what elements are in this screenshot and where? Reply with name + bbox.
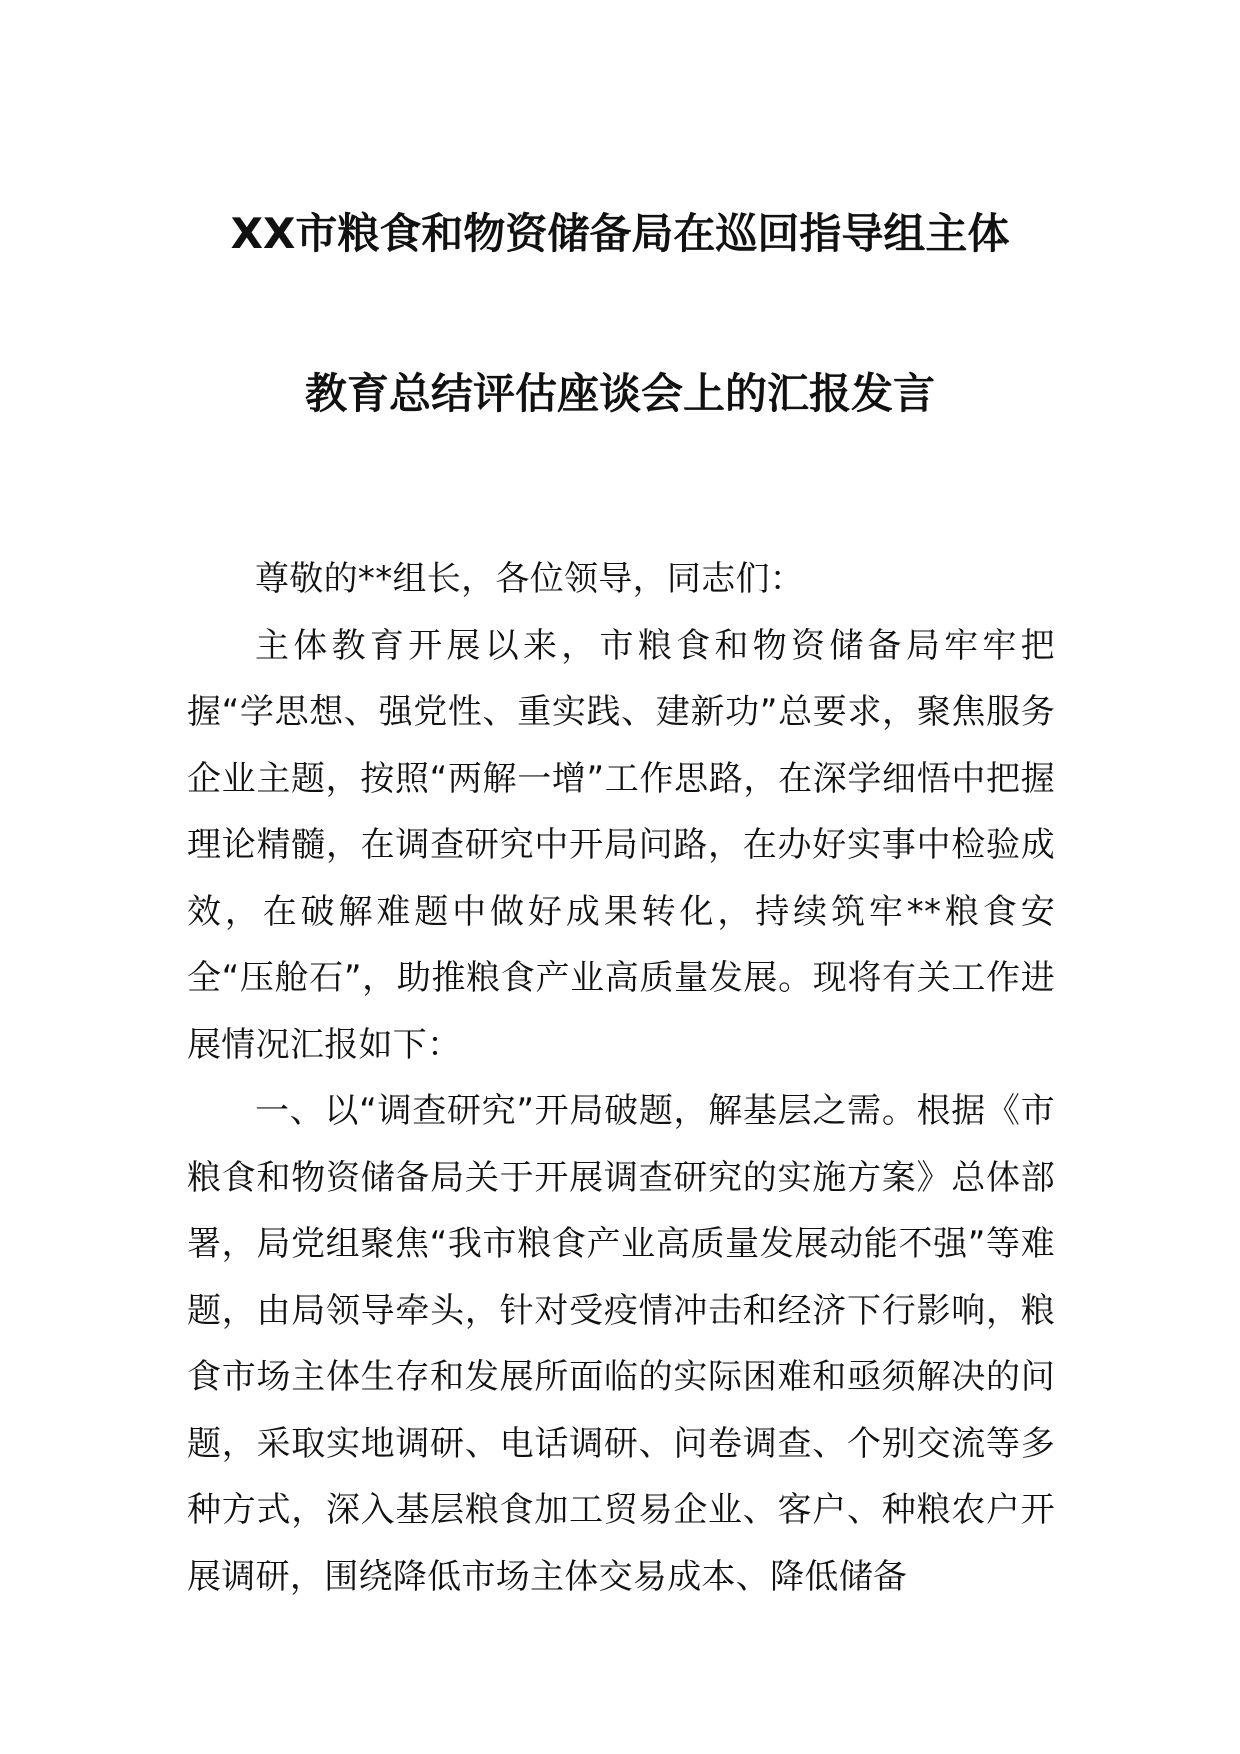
salutation-paragraph: 尊敬的**组长，各位领导，同志们： [255, 559, 805, 599]
section-one-paragraph: 一、以“调查研究”开局破题，解基层之需。根据《市粮食和物资储备局关于开展调查研究的实施方案》总体部署，局党组聚焦“我市粮食产业高质量发展动能不强”等难题，由局领导牵头，针对受疫情冲击和经济下行影响，粮食市场主体生存和发展所面临的实际困难和亟须解决的问题，采取实地调研、电话调研、问卷调查、个别交流等多种方式，深入基层粮食加工贸易企业、客户、种粮农户开展调研，围绕降低市场主体交易成本、降低储备 [187, 1091, 1055, 1597]
document-title-line-1: XX市粮食和物资储备局在巡回指导组主体 [230, 209, 1010, 258]
document-title-line-2: 教育总结评估座谈会上的汇报发言 [304, 369, 935, 418]
intro-paragraph: 主体教育开展以来，市粮食和物资储备局牢牢把握“学思想、强党性、重实践、建新功”总要求，聚焦服务企业主题，按照“两解一增”工作思路，在深学细悟中把握理论精髓，在调查研究中开局问路，在办好实事中检验成效，在破解难题中做好成果转化，持续筑牢**粮食安全“压舱石”，助推粮食产业高质量发展。现将有关工作进展情况汇报如下： [187, 625, 1055, 1065]
document-body [187, 546, 1055, 1610]
